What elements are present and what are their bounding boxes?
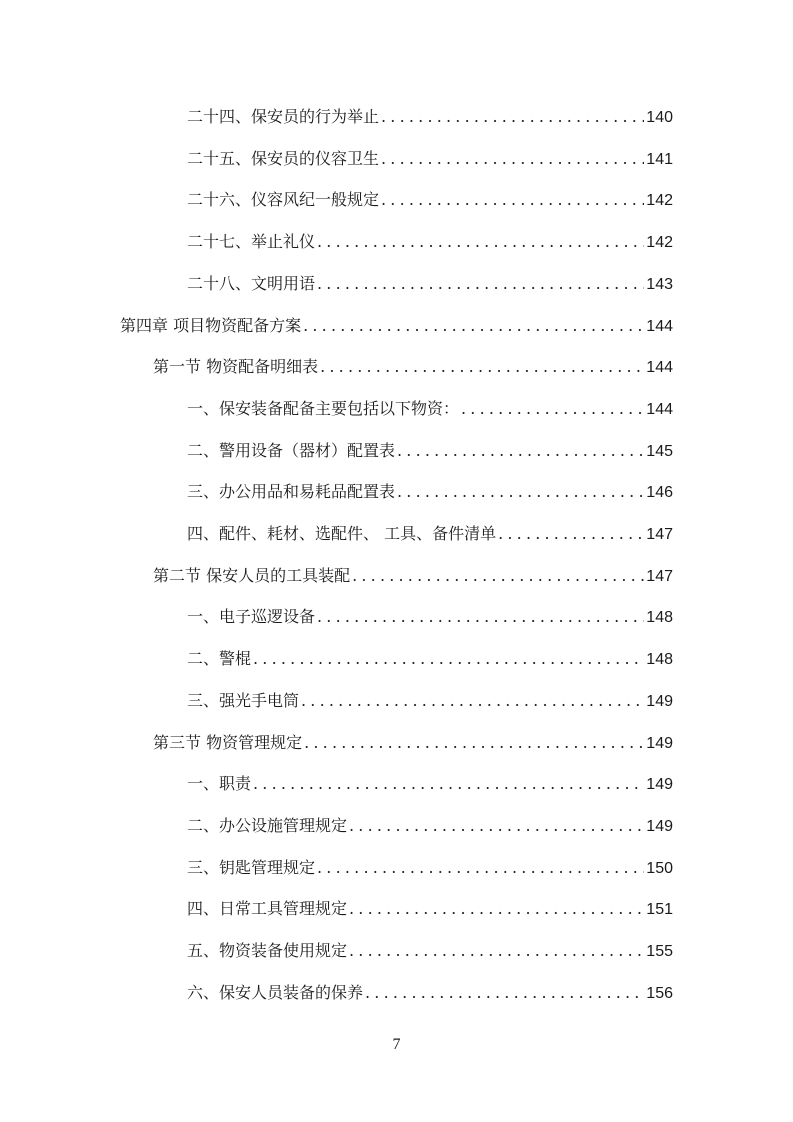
toc-entry[interactable]	[187, 813, 673, 839]
page-number: 7	[392, 1036, 401, 1053]
toc-entry-page: 144	[646, 317, 673, 335]
toc-entry-title: 第四章 项目物资配备方案	[120, 315, 302, 335]
toc-entry-page: 147	[646, 567, 673, 585]
toc-entry-page: 151	[646, 901, 673, 919]
toc-entry-title: 四、日常工具管理规定	[187, 899, 348, 919]
dot-leader	[349, 813, 644, 839]
dot-leader	[397, 438, 644, 464]
dot-leader	[317, 271, 644, 297]
toc-entry-title: 二、办公设施管理规定	[187, 815, 348, 835]
dot-leader	[317, 855, 644, 881]
toc-entry-page: 140	[646, 109, 673, 126]
toc-entry[interactable]	[187, 980, 673, 1006]
toc-entry-title: 二十七、举止礼仪	[187, 232, 316, 252]
toc-entry[interactable]	[187, 855, 673, 881]
toc-entry-page: 149	[646, 734, 673, 752]
toc-entry[interactable]	[187, 438, 673, 464]
dot-leader	[352, 563, 644, 589]
toc-entry[interactable]	[187, 688, 673, 714]
toc-entry[interactable]	[120, 313, 673, 339]
toc-entry[interactable]	[187, 771, 673, 797]
toc-entry-title: 一、保安装备配备主要包括以下物资：	[187, 398, 460, 418]
toc-entry-page: 142	[646, 192, 673, 210]
dot-leader	[365, 980, 644, 1006]
toc-entry-page: 149	[646, 776, 673, 794]
toc-entry[interactable]	[187, 104, 673, 130]
toc-entry-page: 146	[646, 484, 673, 502]
toc-entry-title: 二十六、仪容风纪一般规定	[187, 190, 380, 210]
toc-entry[interactable]	[187, 646, 673, 672]
toc-entry-title: 二十四、保安员的行为举止	[187, 107, 380, 126]
toc-entry[interactable]	[187, 187, 673, 213]
toc-entry-page: 144	[646, 359, 673, 377]
toc-entry[interactable]	[187, 479, 673, 505]
toc-entry-title: 二十八、文明用语	[187, 273, 316, 293]
toc-entry-page: 142	[646, 234, 673, 252]
toc-entry-title: 六、保安人员装备的保养	[187, 982, 364, 1002]
toc-entry-title: 五、物资装备使用规定	[187, 941, 348, 960]
toc-entry-page: 145	[646, 442, 673, 460]
toc-entry[interactable]	[187, 271, 673, 297]
dot-leader	[317, 604, 644, 630]
toc-entry[interactable]	[153, 730, 673, 756]
dot-leader	[381, 146, 644, 172]
toc-entry-title: 四、配件、耗材、选配件、 工具、备件清单	[187, 524, 497, 543]
toc-entry-title: 第二节 保安人员的工具装配	[153, 565, 351, 585]
dot-leader	[498, 521, 644, 547]
toc-entry[interactable]	[187, 604, 673, 630]
toc-entry[interactable]	[153, 354, 673, 380]
toc-entry-page: 150	[646, 859, 673, 877]
dot-leader	[381, 104, 644, 130]
toc-entry-title: 二、警棍	[187, 649, 252, 669]
toc-entry[interactable]	[187, 521, 673, 547]
toc-entry-page: 155	[646, 943, 673, 960]
dot-leader	[461, 396, 644, 422]
toc-entry-title: 二、警用设备（器材）配置表	[187, 440, 396, 460]
dot-leader	[349, 938, 644, 964]
toc-entry-title: 第三节 物资管理规定	[153, 732, 303, 752]
toc-entry-page: 148	[646, 651, 673, 669]
toc-entry-page: 149	[646, 817, 673, 835]
dot-leader	[320, 354, 644, 380]
toc-entry[interactable]	[187, 396, 673, 422]
toc-entry-title: 三、办公用品和易耗品配置表	[187, 482, 396, 502]
dot-leader	[317, 229, 644, 255]
toc-entry[interactable]	[187, 229, 673, 255]
toc-entry-title: 一、职责	[187, 774, 252, 794]
toc-entry-page: 156	[646, 984, 673, 1002]
toc-entry[interactable]	[187, 146, 673, 172]
toc-entry-title: 第一节 物资配备明细表	[153, 357, 319, 377]
toc-entry-page: 149	[646, 692, 673, 710]
dot-leader	[349, 896, 644, 922]
toc-entry-title: 三、钥匙管理规定	[187, 857, 316, 877]
toc-entry-title: 二十五、保安员的仪容卫生	[187, 148, 380, 168]
toc-entry-page: 148	[646, 609, 673, 627]
dot-leader	[397, 479, 644, 505]
dot-leader	[301, 688, 644, 714]
toc-entry-page: 144	[646, 400, 673, 418]
dot-leader	[381, 187, 644, 213]
toc-entry-page: 143	[646, 275, 673, 293]
toc-entry-page: 147	[646, 526, 673, 543]
toc-entry-title: 三、强光手电筒	[187, 690, 300, 710]
dot-leader	[304, 730, 644, 756]
toc-entry[interactable]	[187, 938, 673, 964]
toc-entry-title: 一、电子巡逻设备	[187, 607, 316, 627]
toc-entry-page: 141	[646, 150, 673, 168]
toc-entry[interactable]	[153, 563, 673, 589]
toc-entry[interactable]	[187, 896, 673, 922]
dot-leader	[253, 771, 644, 797]
dot-leader	[253, 646, 644, 672]
dot-leader	[303, 313, 644, 339]
